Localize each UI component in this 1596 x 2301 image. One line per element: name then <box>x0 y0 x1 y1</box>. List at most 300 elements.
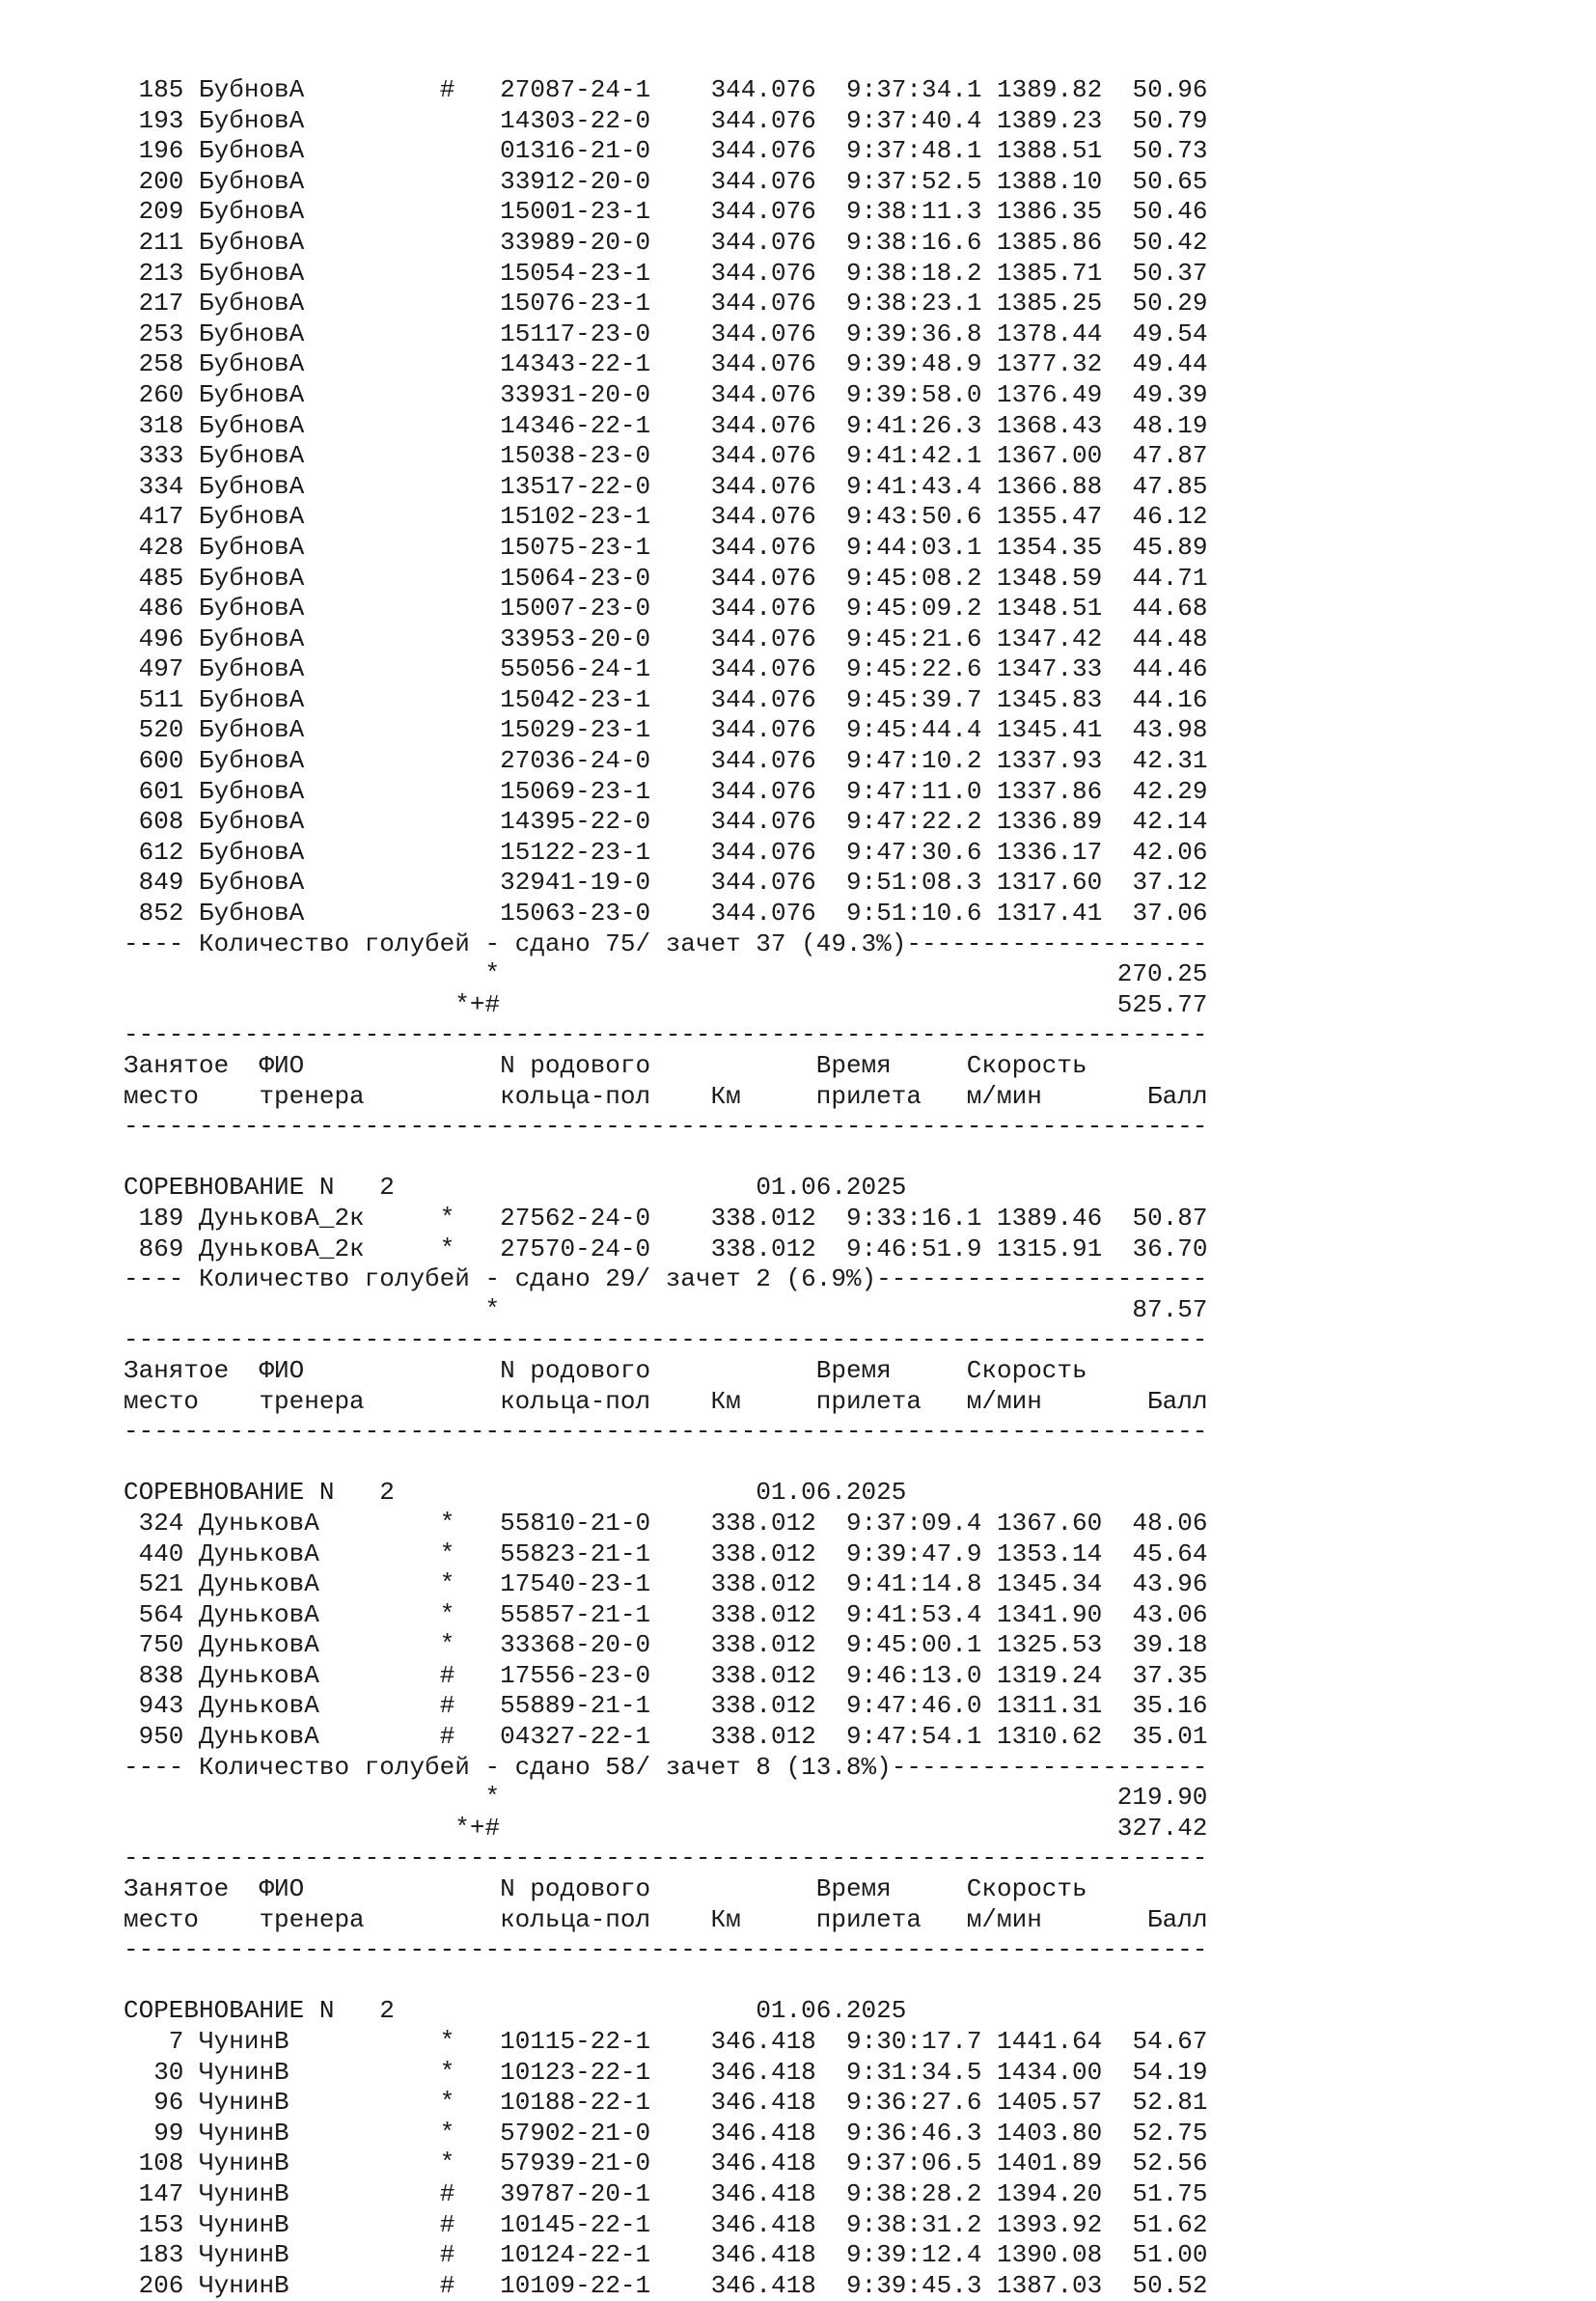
mark <box>440 594 455 623</box>
speed: 1319.24 <box>997 1660 1103 1690</box>
speed: 1337.86 <box>997 776 1103 806</box>
arrival-time: 9:47:11.0 <box>846 776 982 806</box>
competition-line <box>124 1996 1208 2027</box>
table-row <box>124 259 1208 290</box>
competition-title: СОРЕВНОВАНИЕ N 2 <box>124 1173 757 1203</box>
trainer-name: БубновA <box>199 746 426 776</box>
distance-km: 344.076 <box>710 532 816 562</box>
ring-number: 10145-22-1 <box>500 2209 651 2239</box>
ring-number: 55823-21-1 <box>500 1539 651 1568</box>
ring-number: 33989-20-0 <box>500 227 651 257</box>
speed: 1310.62 <box>997 1722 1103 1752</box>
mark: # <box>439 75 455 104</box>
distance-km: 344.076 <box>710 624 816 653</box>
arrival-time: 9:31:34.5 <box>846 2057 982 2087</box>
ring-number: 10109-22-1 <box>500 2270 651 2300</box>
speed: 1367.60 <box>997 1508 1103 1538</box>
table-row <box>124 715 1208 746</box>
mark <box>440 807 455 836</box>
mark: # <box>439 2178 455 2208</box>
trainer-name: БубновA <box>199 899 426 929</box>
arrival-time: 9:43:50.6 <box>846 502 982 532</box>
trainer-name: ДуньковA <box>199 1539 426 1568</box>
separator: ------------------------------------------------------------------------ <box>124 1935 1208 1965</box>
ring-number: 33368-20-0 <box>500 1630 651 1660</box>
competition-title: СОРЕВНОВАНИЕ N 2 <box>124 1478 757 1508</box>
col-ring: N родового <box>500 1874 711 1904</box>
ring-number: 57902-21-0 <box>500 2118 651 2148</box>
blank-line <box>124 1966 1208 1997</box>
arrival-time: 9:36:27.6 <box>846 2088 982 2118</box>
mark: * <box>439 1508 455 1538</box>
ring-number: 33931-20-0 <box>500 379 651 409</box>
mark <box>440 685 455 714</box>
col-ring: кольца-пол <box>500 1386 711 1416</box>
distance-km: 344.076 <box>710 289 816 319</box>
arrival-time: 9:39:58.0 <box>846 379 982 409</box>
place: 324 <box>124 1508 184 1538</box>
distance-km: 344.076 <box>710 441 816 471</box>
arrival-time: 9:38:18.2 <box>846 258 982 288</box>
mark: * <box>439 1569 455 1599</box>
points: 44.46 <box>1132 654 1208 684</box>
table-row <box>124 319 1208 350</box>
col-fio: тренера <box>259 1904 501 1934</box>
mark: # <box>439 1660 455 1690</box>
table-row <box>124 411 1208 442</box>
distance-km: 338.012 <box>710 1722 816 1752</box>
speed: 1390.08 <box>997 2240 1103 2270</box>
distance-km: 338.012 <box>710 1660 816 1690</box>
place: 440 <box>124 1539 184 1568</box>
table-row <box>124 1569 1208 1600</box>
points: 44.68 <box>1132 594 1208 624</box>
table-row <box>124 1204 1208 1234</box>
col-time: Время <box>815 1874 967 1904</box>
speed: 1345.34 <box>997 1569 1103 1599</box>
ring-number: 15122-23-1 <box>500 837 651 867</box>
points: 52.56 <box>1132 2149 1208 2178</box>
col-speed: м/мин <box>966 1904 1148 1934</box>
arrival-time: 9:38:31.2 <box>846 2209 982 2239</box>
place: 564 <box>124 1599 184 1629</box>
distance-km: 338.012 <box>710 1234 816 1263</box>
distance-km: 344.076 <box>710 258 816 288</box>
col-km <box>711 1051 786 1080</box>
distance-km: 346.418 <box>710 2027 816 2056</box>
speed: 1337.93 <box>997 746 1103 776</box>
trainer-name: ДуньковA <box>199 1722 426 1752</box>
place: 200 <box>124 166 184 196</box>
table-row <box>124 2210 1208 2241</box>
distance-km: 344.076 <box>710 75 816 104</box>
points: 52.75 <box>1132 2118 1208 2148</box>
points: 46.12 <box>1132 502 1208 532</box>
speed: 1385.71 <box>997 258 1103 288</box>
ring-number: 14303-22-0 <box>500 105 651 135</box>
distance-km: 344.076 <box>710 319 816 348</box>
points: 50.37 <box>1132 258 1208 288</box>
table-row <box>124 472 1208 503</box>
arrival-time: 9:39:48.9 <box>846 349 982 379</box>
col-place: Занятое <box>124 1355 260 1385</box>
arrival-time: 9:47:22.2 <box>846 807 982 837</box>
col-ring: N родового <box>500 1355 711 1385</box>
mark: # <box>439 1722 455 1752</box>
speed: 1378.44 <box>997 319 1103 348</box>
place: 838 <box>124 1660 184 1690</box>
place: 601 <box>124 776 184 806</box>
speed: 1317.60 <box>997 868 1103 898</box>
total-line <box>124 990 1208 1021</box>
arrival-time: 9:41:53.4 <box>846 1599 982 1629</box>
ring-number: 15069-23-1 <box>500 776 651 806</box>
place: 193 <box>124 105 184 135</box>
ring-number: 15075-23-1 <box>500 532 651 562</box>
col-speed: Скорость <box>966 1051 1148 1080</box>
speed: 1388.10 <box>997 166 1103 196</box>
speed: 1367.00 <box>997 441 1103 471</box>
total-line <box>124 1814 1208 1844</box>
arrival-time: 9:37:09.4 <box>846 1508 982 1538</box>
distance-km: 346.418 <box>710 2270 816 2300</box>
arrival-time: 9:41:14.8 <box>846 1569 982 1599</box>
points: 48.06 <box>1132 1508 1208 1538</box>
trainer-name: ДуньковA <box>199 1599 426 1629</box>
distance-km: 344.076 <box>710 227 816 257</box>
mark: * <box>439 1234 455 1263</box>
place: 153 <box>124 2209 184 2239</box>
points: 49.39 <box>1132 379 1208 409</box>
arrival-time: 9:38:11.3 <box>846 197 982 227</box>
summary-line: ---- Количество голубей - сдано 29/ зачет 2 (6.9%)---------------------- <box>124 1264 1208 1294</box>
trainer-name: ЧунинB <box>199 2209 426 2239</box>
trainer-name: ДуньковА_2к <box>199 1203 426 1233</box>
ring-number: 27562-24-0 <box>500 1203 651 1233</box>
speed: 1385.25 <box>997 289 1103 319</box>
table-row <box>124 838 1208 869</box>
table-row <box>124 746 1208 777</box>
ring-number: 57939-21-0 <box>500 2149 651 2178</box>
arrival-time: 9:44:03.1 <box>846 532 982 562</box>
summary-text: Количество голубей - сдано 29/ зачет 2 (6.9%) <box>199 1264 877 1294</box>
distance-km: 344.076 <box>710 136 816 166</box>
arrival-time: 9:39:12.4 <box>846 2240 982 2270</box>
table-row <box>124 2149 1208 2179</box>
table-row <box>124 1600 1208 1631</box>
col-speed: м/мин <box>966 1081 1148 1111</box>
speed: 1377.32 <box>997 349 1103 379</box>
trainer-name: БубновA <box>199 807 426 837</box>
place: 260 <box>124 379 184 409</box>
distance-km: 338.012 <box>710 1203 816 1233</box>
points: 42.31 <box>1132 746 1208 776</box>
speed: 1376.49 <box>997 379 1103 409</box>
place: 852 <box>124 899 184 929</box>
ring-number: 17556-23-0 <box>500 1660 651 1690</box>
points: 50.65 <box>1132 166 1208 196</box>
points: 51.62 <box>1132 2209 1208 2239</box>
points: 39.18 <box>1132 1630 1208 1660</box>
mark <box>440 715 455 744</box>
speed: 1347.42 <box>997 624 1103 653</box>
mark: # <box>439 1691 455 1721</box>
mark <box>440 349 455 378</box>
ring-number: 55056-24-1 <box>500 654 651 684</box>
distance-km: 344.076 <box>710 471 816 501</box>
summary-line: ---- Количество голубей - сдано 75/ зачет 37 (49.3%)-------------------- <box>124 929 1208 958</box>
arrival-time: 9:30:17.7 <box>846 2027 982 2056</box>
points: 47.85 <box>1132 471 1208 501</box>
arrival-time: 9:51:08.3 <box>846 868 982 898</box>
total-line <box>124 1783 1208 1814</box>
total-label: * <box>484 1294 501 1324</box>
trainer-name: БубновA <box>199 105 426 135</box>
table-row <box>124 2088 1208 2119</box>
summary-line: ---- Количество голубей - сдано 58/ зачет 8 (13.8%)--------------------- <box>124 1752 1208 1782</box>
table-row <box>124 807 1208 838</box>
points: 45.64 <box>1132 1539 1208 1568</box>
ring-number: 15038-23-0 <box>500 441 651 471</box>
distance-km: 344.076 <box>710 684 816 714</box>
ring-number: 10123-22-1 <box>500 2057 651 2087</box>
trainer-name: БубновA <box>199 258 426 288</box>
trainer-name: ЧунинB <box>199 2027 426 2056</box>
speed: 1389.23 <box>997 105 1103 135</box>
points: 35.16 <box>1132 1691 1208 1721</box>
mark: * <box>439 2149 455 2178</box>
mark: * <box>439 2088 455 2118</box>
trainer-name: БубновA <box>199 837 426 867</box>
points: 43.98 <box>1132 715 1208 745</box>
col-place: место <box>124 1904 260 1934</box>
mark <box>440 289 455 318</box>
mark <box>440 868 455 897</box>
points: 54.67 <box>1132 2027 1208 2056</box>
mark <box>440 533 455 562</box>
trainer-name: БубновA <box>199 75 426 104</box>
mark <box>440 197 455 226</box>
trainer-name: БубновA <box>199 868 426 898</box>
place: 99 <box>124 2118 184 2148</box>
arrival-time: 9:37:06.5 <box>846 2149 982 2178</box>
points: 47.87 <box>1132 441 1208 471</box>
arrival-time: 9:38:28.2 <box>846 2178 982 2208</box>
speed: 1386.35 <box>997 197 1103 227</box>
place: 7 <box>124 2027 184 2056</box>
place: 417 <box>124 502 184 532</box>
trainer-name: БубновA <box>199 624 426 653</box>
col-speed: м/мин <box>966 1386 1148 1416</box>
col-place: Занятое <box>124 1051 260 1080</box>
ring-number: 32941-19-0 <box>500 868 651 898</box>
ring-number: 55857-21-1 <box>500 1599 651 1629</box>
total-label: * <box>484 959 501 989</box>
results-report <box>124 75 1208 2301</box>
trainer-name: БубновA <box>199 379 426 409</box>
speed: 1389.82 <box>997 75 1103 104</box>
speed: 1366.88 <box>997 471 1103 501</box>
total-value: 270.25 <box>1116 959 1208 989</box>
separator: ------------------------------------------------------------------------ <box>124 1844 1208 1873</box>
ring-number: 27087-24-1 <box>500 75 651 104</box>
table-row <box>124 777 1208 808</box>
speed: 1325.53 <box>997 1630 1103 1660</box>
place: 189 <box>124 1203 184 1233</box>
mark <box>440 838 455 867</box>
total-label: * <box>484 1783 501 1813</box>
table-row <box>124 289 1208 319</box>
mark: * <box>439 2118 455 2148</box>
arrival-time: 9:45:44.4 <box>846 715 982 745</box>
table-row <box>124 1509 1208 1539</box>
trainer-name: ЧунинB <box>199 2088 426 2118</box>
trainer-name: БубновA <box>199 502 426 532</box>
trainer-name: БубновA <box>199 410 426 440</box>
total-value: 219.90 <box>1116 1783 1208 1813</box>
arrival-time: 9:45:08.2 <box>846 563 982 593</box>
header-line-1 <box>124 1356 1208 1387</box>
points: 51.75 <box>1132 2178 1208 2208</box>
col-km: Км <box>710 1904 786 1934</box>
place: 849 <box>124 868 184 898</box>
distance-km: 344.076 <box>710 349 816 379</box>
trainer-name: ДуньковA <box>199 1569 426 1599</box>
col-points <box>1147 1356 1207 1385</box>
ring-number: 10115-22-1 <box>500 2027 651 2056</box>
points: 50.96 <box>1132 75 1208 104</box>
arrival-time: 9:39:45.3 <box>846 2270 982 2300</box>
distance-km: 346.418 <box>710 2118 816 2148</box>
blank-line <box>124 1143 1208 1174</box>
speed: 1368.43 <box>997 410 1103 440</box>
distance-km: 338.012 <box>710 1539 816 1568</box>
distance-km: 344.076 <box>710 746 816 776</box>
place: 521 <box>124 1569 184 1599</box>
points: 50.46 <box>1132 197 1208 227</box>
ring-number: 15063-23-0 <box>500 899 651 929</box>
col-points <box>1147 1051 1207 1080</box>
speed: 1405.57 <box>997 2088 1103 2118</box>
place: 258 <box>124 349 184 379</box>
trainer-name: ЧунинB <box>199 2270 426 2300</box>
header-line-1 <box>124 1874 1208 1905</box>
arrival-time: 9:45:09.2 <box>846 594 982 624</box>
trainer-name: БубновA <box>199 715 426 745</box>
distance-km: 344.076 <box>710 776 816 806</box>
table-row <box>124 167 1208 198</box>
points: 44.71 <box>1132 563 1208 593</box>
place: 428 <box>124 532 184 562</box>
table-row <box>124 1234 1208 1265</box>
arrival-time: 9:41:26.3 <box>846 410 982 440</box>
table-row <box>124 685 1208 716</box>
place: 511 <box>124 684 184 714</box>
speed: 1347.33 <box>997 654 1103 684</box>
trainer-name: БубновA <box>199 319 426 348</box>
table-row <box>124 868 1208 899</box>
ring-number: 15029-23-1 <box>500 715 651 745</box>
trainer-name: БубновA <box>199 349 426 379</box>
summary-text: Количество голубей - сдано 58/ зачет 8 (13.8%) <box>199 1752 892 1782</box>
ring-number: 13517-22-0 <box>500 471 651 501</box>
trainer-name: ЧунинB <box>199 2240 426 2270</box>
speed: 1317.41 <box>997 899 1103 929</box>
distance-km: 344.076 <box>710 105 816 135</box>
col-time: прилета <box>815 1386 967 1416</box>
place: 185 <box>124 75 184 104</box>
arrival-time: 9:45:21.6 <box>846 624 982 653</box>
points: 51.00 <box>1132 2240 1208 2270</box>
arrival-time: 9:39:47.9 <box>846 1539 982 1568</box>
mark: # <box>439 2209 455 2239</box>
speed: 1336.17 <box>997 837 1103 867</box>
points: 52.81 <box>1132 2088 1208 2118</box>
trainer-name: БубновA <box>199 654 426 684</box>
competition-date: 01.06.2025 <box>756 1173 907 1203</box>
col-km <box>711 1874 786 1903</box>
competition-line <box>124 1173 1208 1204</box>
trainer-name: БубновA <box>199 227 426 257</box>
points: 50.42 <box>1132 227 1208 257</box>
place: 183 <box>124 2240 184 2270</box>
header-line-1 <box>124 1051 1208 1082</box>
trainer-name: БубновA <box>199 289 426 319</box>
distance-km: 344.076 <box>710 868 816 898</box>
table-row <box>124 2240 1208 2271</box>
distance-km: 338.012 <box>710 1691 816 1721</box>
speed: 1311.31 <box>997 1691 1103 1721</box>
mark <box>440 106 455 135</box>
mark <box>440 167 455 196</box>
points: 37.12 <box>1132 868 1208 898</box>
arrival-time: 9:47:46.0 <box>846 1691 982 1721</box>
table-row <box>124 594 1208 624</box>
speed: 1336.89 <box>997 807 1103 837</box>
arrival-time: 9:37:48.1 <box>846 136 982 166</box>
mark <box>440 564 455 593</box>
separator: ------------------------------------------------------------------------ <box>124 1325 1208 1355</box>
ring-number: 01316-21-0 <box>500 136 651 166</box>
mark: # <box>439 2270 455 2300</box>
trainer-name: ЧунинB <box>199 2118 426 2148</box>
place: 206 <box>124 2270 184 2300</box>
arrival-time: 9:41:42.1 <box>846 441 982 471</box>
table-row <box>124 502 1208 533</box>
speed: 1393.92 <box>997 2209 1103 2239</box>
speed: 1434.00 <box>997 2057 1103 2087</box>
col-place: Занятое <box>124 1874 260 1904</box>
table-row <box>124 899 1208 929</box>
trainer-name: ДуньковA <box>199 1691 426 1721</box>
col-time: Время <box>815 1051 967 1080</box>
speed: 1315.91 <box>997 1234 1103 1263</box>
place: 334 <box>124 471 184 501</box>
speed: 1355.47 <box>997 502 1103 532</box>
place: 211 <box>124 227 184 257</box>
ring-number: 15007-23-0 <box>500 594 651 624</box>
ring-number: 14343-22-1 <box>500 349 651 379</box>
ring-number: 15064-23-0 <box>500 563 651 593</box>
arrival-time: 9:47:30.6 <box>846 837 982 867</box>
arrival-time: 9:41:43.4 <box>846 471 982 501</box>
col-fio: тренера <box>259 1081 501 1111</box>
speed: 1385.86 <box>997 227 1103 257</box>
arrival-time: 9:36:46.3 <box>846 2118 982 2148</box>
distance-km: 344.076 <box>710 715 816 745</box>
mark: * <box>439 1630 455 1660</box>
mark: * <box>439 1539 455 1568</box>
